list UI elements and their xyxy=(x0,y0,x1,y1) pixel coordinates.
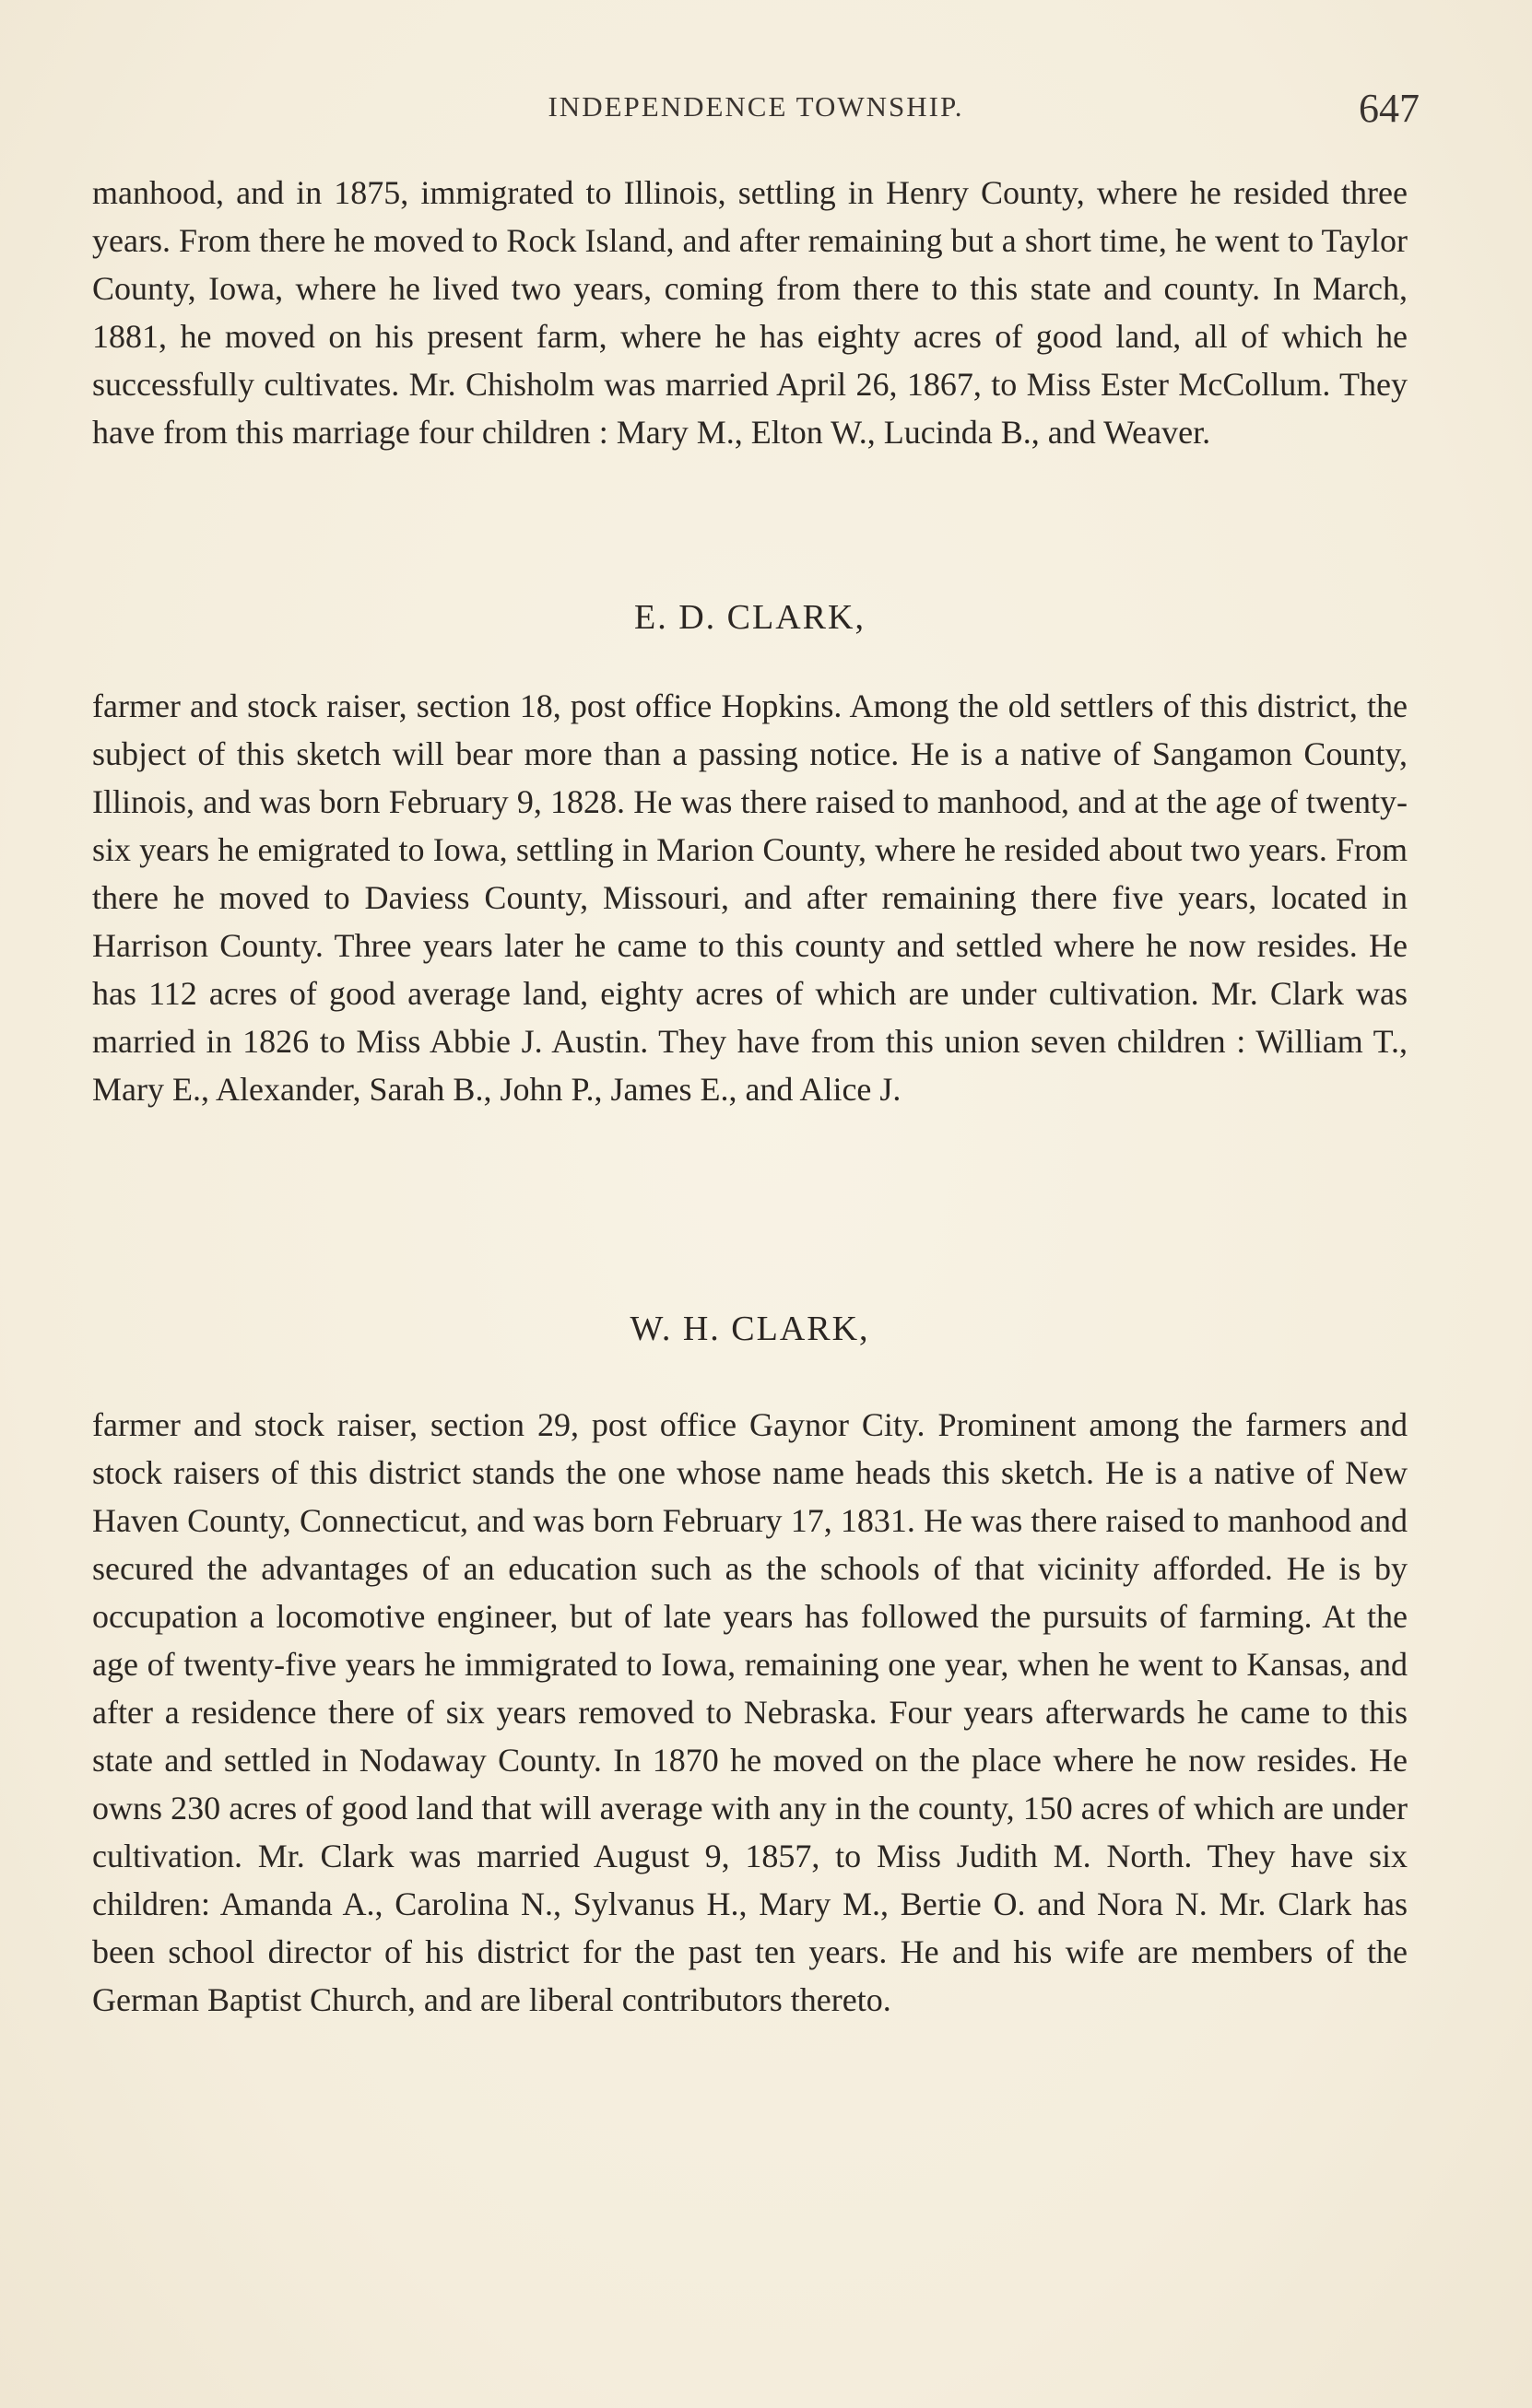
biography-wh-clark: farmer and stock raiser, section 29, post office Gaynor City. Prominent among the farmers and stock raisers of this district stands the one whose name heads this sketch. He is a native of New Haven County, Connecticut, and was born February 17, 1831. He was there raised to manhood and secured the advantages of an education such as the schools of that vicinity afforded. He is by occupation a locomotive engineer, but of late years has followed the pursuits of farming. At the age of twenty-five years he immigrated to Iowa, remaining one year, when he went to Kansas, and after a residence there of six years removed to Nebraska. Four years afterwards he came to this state and settled in Nodaway County. In 1870 he moved on the place where he now resides. He owns 230 acres of good land that will average with any in the county, 150 acres of which are under cultivation. Mr. Clark was married August 9, 1857, to Miss Judith M. North. They have six children: Amanda A., Carolina N., Sylvanus H., Mary M., Bertie O. and Nora N. Mr. Clark has been school director of his district for the past ten years. He and his wife are members of the German Baptist Church, and are liberal contributors thereto. xyxy=(92,1406,1408,2018)
section-heading-wh-clark: W. H. CLARK, xyxy=(630,1310,870,1348)
running-header xyxy=(92,85,1420,140)
section-heading-ed-clark: E. D. CLARK, xyxy=(634,598,866,637)
page-number: 647 xyxy=(1359,86,1420,131)
continued-paragraph: manhood, and in 1875, immigrated to Illinois, settling in Henry County, where he resided three years. From there he moved to Rock Island, and after remaining but a short time, he went to Taylor County, Iowa, where he lived two years, coming from there to this state and county. In March, 1881, he moved on his present farm, where he has eighty acres of good land, all of which he successfully cultivates. Mr. Chisholm was married April 26, 1867, to Miss Ester McCollum. They have from this marriage four children : Mary M., Elton W., Lucinda B., and Weaver. xyxy=(92,174,1408,451)
biography-ed-clark: farmer and stock raiser, section 18, post office Hopkins. Among the old settlers of this district, the subject of this sketch will bear more than a passing notice. He is a native of Sangamon County, Illinois, and was born February 9, 1828. He was there raised to manhood, and at the age of twenty-six years he emigrated to Iowa, settling in Marion County, where he resided about two years. From there he moved to Daviess County, Missouri, and after remaining there five years, located in Harrison County. Three years later he came to this county and settled where he now resides. He has 112 acres of good average land, eighty acres of which are under cultivation. Mr. Clark was married in 1826 to Miss Abbie J. Austin. They have from this union seven children : William T., Mary E., Alexander, Sarah B., John P., James E., and Alice J. xyxy=(92,687,1408,1108)
running-title: INDEPENDENCE TOWNSHIP. xyxy=(548,90,964,123)
